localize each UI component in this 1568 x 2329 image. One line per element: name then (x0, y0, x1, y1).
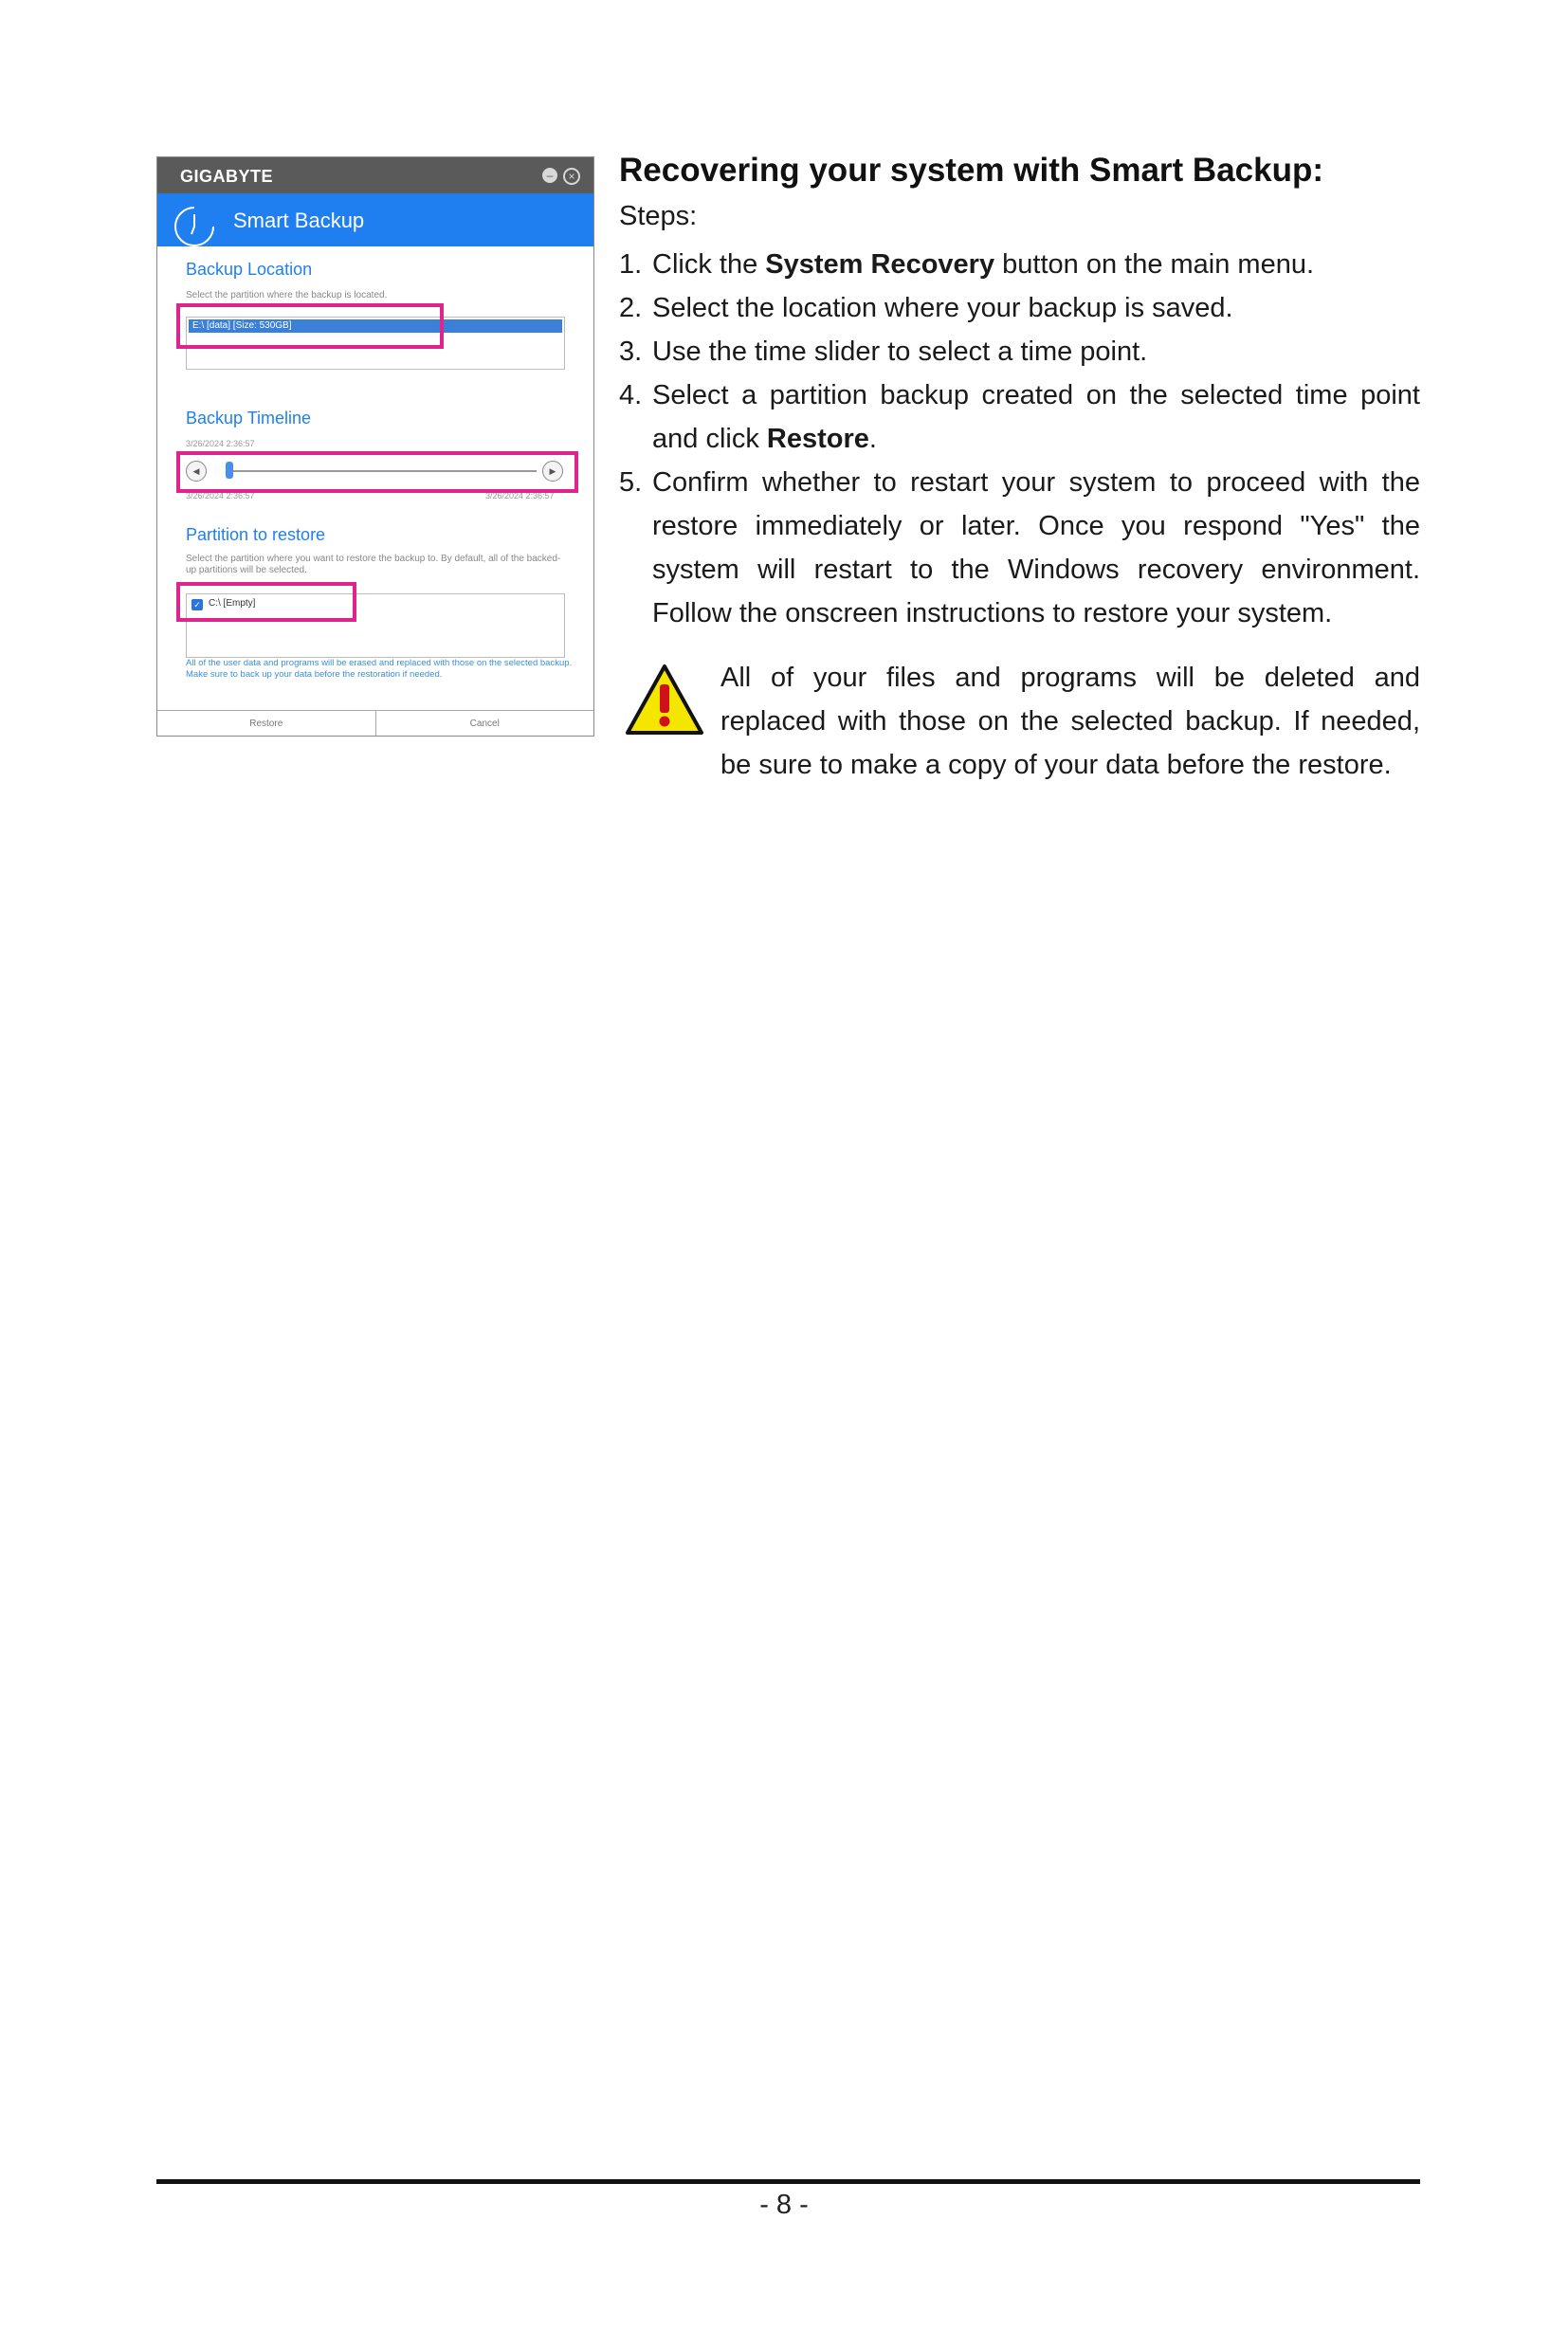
current-timestamp: 3/26/2024 2:36:57 (186, 439, 255, 448)
step-text: Use the time slider to select a time point. (652, 337, 1148, 367)
minimize-icon[interactable]: – (542, 168, 557, 183)
restore-button[interactable]: Restore (249, 719, 283, 729)
caution-text: All of your files and programs will be deleted and replaced with those on the selected backup. If needed, be sure to make a copy of your data before the restore. (720, 663, 1420, 780)
smart-backup-window (156, 156, 594, 737)
timeline-start: 3/26/2024 2:36:57 (186, 491, 255, 500)
timeline-next-button[interactable]: ▶ (542, 461, 563, 482)
clock-icon (173, 205, 216, 248)
step-text: button on the main menu. (994, 249, 1315, 280)
partition-desc: Select the partition where you want to restore the backup to. By default, all of the backed-up partitions will be selected. (186, 554, 561, 575)
partition-checkbox[interactable]: ✓ (191, 599, 203, 610)
cancel-button[interactable]: Cancel (375, 711, 594, 737)
step-bold: Restore (766, 424, 869, 454)
step-text: Click the (652, 249, 766, 280)
step-number: 3. (619, 337, 643, 367)
step-bold: System Recovery (765, 249, 995, 280)
partition-title: Partition to restore (186, 525, 326, 544)
timeline-highlight (176, 451, 578, 493)
backup-timeline-title: Backup Timeline (186, 409, 312, 428)
brand-logo: GIGABYTE (180, 167, 274, 186)
section-heading: Recovering your system with Smart Backup: (619, 152, 1323, 189)
backup-location-desc: Select the partition where the backup is located. (186, 290, 388, 300)
title-bar (157, 157, 593, 193)
step-text: Select a partition backup created on the selected time point and click (652, 380, 1420, 454)
app-header (157, 193, 593, 246)
list-item[interactable]: E:\ [data] [Size: 530GB] (189, 319, 562, 333)
warning-icon (625, 664, 704, 736)
step-number: 1. (619, 249, 643, 280)
backup-location-title: Backup Location (186, 260, 313, 279)
step-text: Confirm whether to restart your system to proceed with the restore immediately or later. Once you respond "Yes" the system will restart to the Windows recovery environment. Follow the onscreen instructions to restore your system. (652, 467, 1420, 628)
step-text: . (868, 424, 877, 454)
timeline-end: 3/26/2024 2:36:57 (485, 491, 555, 500)
step-number: 4. (619, 380, 643, 410)
partition-label: C:\ [Empty] (209, 598, 256, 609)
location-highlight (176, 303, 444, 349)
footer-rule (156, 2179, 1420, 2184)
partition-highlight (176, 582, 356, 622)
page-number: - 8 - (759, 2190, 809, 2220)
app-name: Smart Backup (233, 209, 365, 232)
close-icon[interactable]: × (563, 168, 580, 185)
step-number: 2. (619, 293, 643, 323)
step-text: Select the location where your backup is saved. (652, 293, 1233, 323)
timeline-prev-button[interactable]: ◀ (186, 461, 207, 482)
erase-note: All of the user data and programs will be erased and replaced with those on the selected backup. Make sure to back up your data before the restoration if needed. (186, 658, 573, 680)
steps-label: Steps: (619, 201, 698, 231)
step-number: 5. (619, 467, 643, 498)
app-footer (157, 710, 593, 737)
